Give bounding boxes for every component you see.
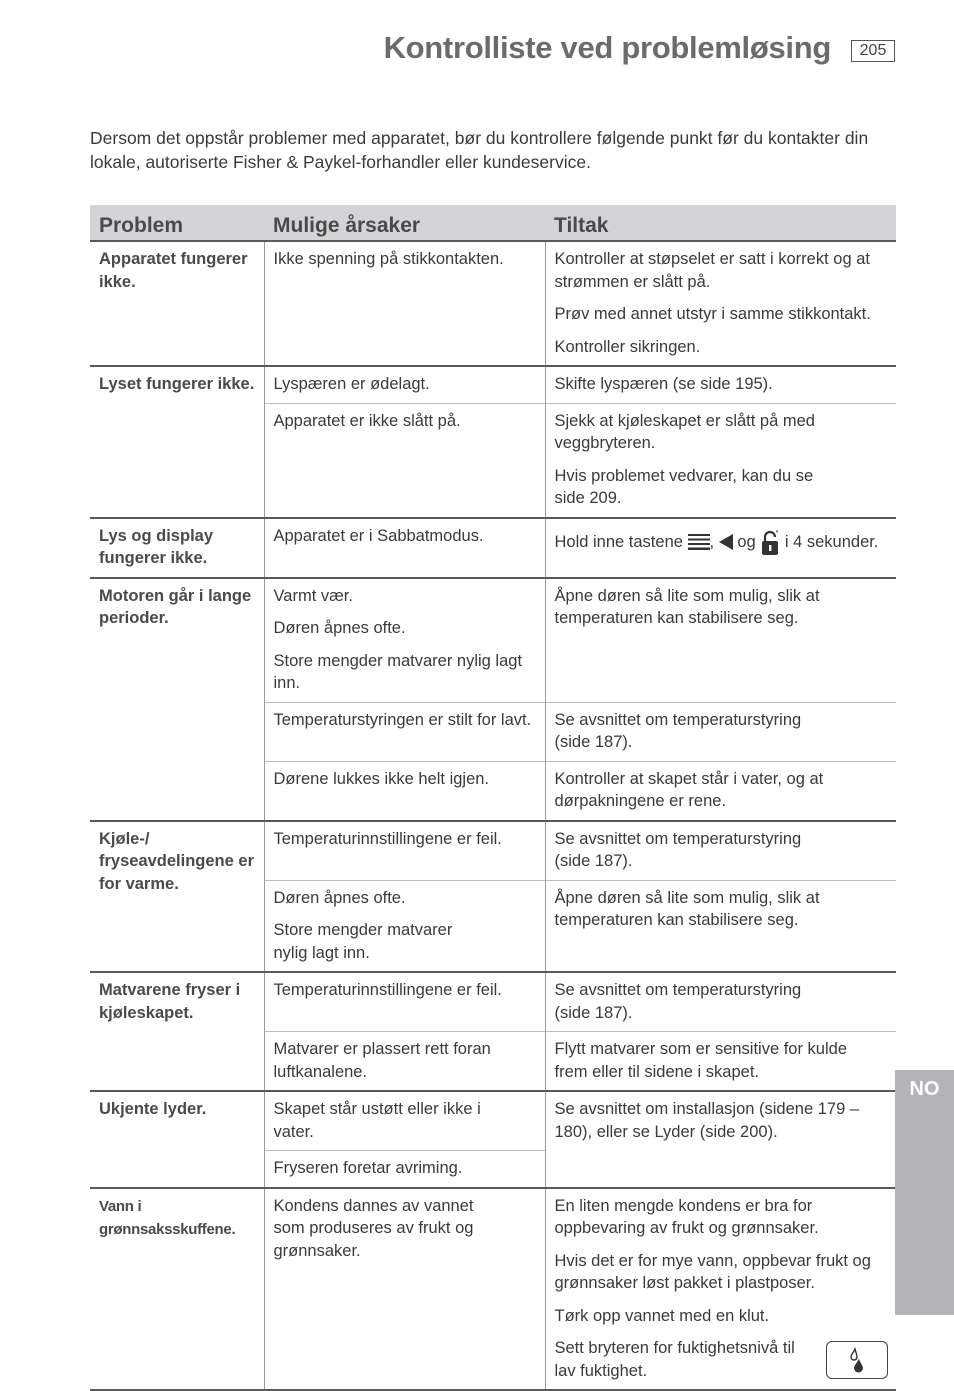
cause-text: Døren åpnes ofte. bbox=[273, 619, 406, 637]
action-cell: Skifte lyspæren (se side 195). bbox=[545, 366, 896, 403]
menu-lines-icon bbox=[688, 534, 710, 557]
problem-cell: Apparatet fungerer ikke. bbox=[90, 241, 264, 366]
problem-cell: Kjøle-/ fryseavdelingene er for varme. bbox=[90, 821, 264, 973]
problem-text: Vann i grønnsaksskuffene. bbox=[99, 1197, 236, 1238]
page-number: 205 bbox=[851, 40, 895, 62]
action-cell: Se avsnittet om temperaturstyring (side 187). bbox=[545, 821, 896, 881]
problem-cell: Ukjente lyder. bbox=[90, 1091, 264, 1188]
lock-icon bbox=[760, 530, 780, 557]
cause-cell: Ikke spenning på stikkontakten. bbox=[264, 241, 545, 366]
action-text: i 4 sekunder. bbox=[784, 532, 879, 551]
cause-cell: Temperaturstyringen er stilt for lavt. bbox=[264, 702, 545, 761]
problem-cell: Matvarene fryser i kjøleskapet. bbox=[90, 972, 264, 1091]
problem-cell: Motoren går i lange perioder. bbox=[90, 578, 264, 821]
action-cell bbox=[545, 403, 896, 518]
action-text: Sett bryteren for fuktighetsnivå til lav fuktighet. bbox=[554, 1339, 795, 1380]
header-actions: Tiltak bbox=[545, 205, 896, 241]
language-tab bbox=[895, 1070, 954, 1315]
cause-text: Døren åpnes ofte. bbox=[273, 888, 406, 907]
table-row bbox=[90, 241, 896, 366]
action-cell: Flytt matvarer som er sensitive for kulde frem eller til sidene i skapet. bbox=[545, 1032, 896, 1092]
cause-cell bbox=[264, 578, 545, 703]
page-title: Kontrolliste ved problemløsing bbox=[383, 30, 831, 65]
action-cell bbox=[545, 241, 896, 366]
action-text: og bbox=[737, 532, 756, 551]
action-text: , bbox=[709, 532, 715, 551]
action-humidity bbox=[555, 1337, 897, 1382]
cause-cell: Matvarer er plassert rett foran luftkanalene. bbox=[264, 1032, 545, 1092]
left-arrow-icon bbox=[719, 534, 733, 557]
cause-cell: Apparatet er i Sabbatmodus. bbox=[264, 518, 545, 578]
intro-paragraph: Dersom det oppstår problemer med apparatet, bør du kontrollere følgende punkt før du kontakter din lokale, autoriserte Fisher & Paykel-forhandler eller kundeservice. bbox=[90, 128, 869, 172]
cause-text: Varmt vær. bbox=[273, 586, 353, 605]
problem-cell bbox=[90, 1188, 264, 1391]
table-row bbox=[90, 972, 896, 1032]
cause-cell: Lyspæren er ødelagt. bbox=[264, 366, 545, 403]
action-cell bbox=[545, 578, 896, 703]
cause-cell: Dørene lukkes ikke helt igjen. bbox=[264, 761, 545, 821]
problem-cell: Lys og display fungerer ikke. bbox=[90, 518, 264, 578]
action-text: Sjekk at kjøleskapet er slått på med veggbryteren. bbox=[554, 411, 815, 452]
action-text: En liten mengde kondens er bra for oppbevaring av frukt og grønnsaker. bbox=[554, 1196, 819, 1237]
cause-text: Store mengder matvarer nylig lagt inn. bbox=[273, 651, 523, 692]
table-row bbox=[90, 1091, 896, 1151]
action-cell: Åpne døren så lite som mulig, slik at temperaturen kan stabilisere seg. bbox=[545, 880, 896, 972]
cause-text: Store mengder matvarer nylig lagt inn. bbox=[273, 921, 453, 962]
action-cell: Se avsnittet om temperaturstyring (side 187). bbox=[545, 972, 896, 1032]
troubleshooting-table bbox=[90, 205, 896, 1391]
table-row bbox=[90, 518, 896, 578]
action-text: Hvis det er for mye vann, oppbevar frukt og grønnsaker løst pakket i plastposer. bbox=[554, 1251, 871, 1292]
action-text: Kontroller sikringen. bbox=[554, 337, 701, 356]
language-label: NO bbox=[909, 1078, 940, 1100]
header-problem: Problem bbox=[90, 205, 264, 241]
action-cell: Se avsnittet om installasjon (sidene 179 – 180), eller se Lyder (side 200). bbox=[545, 1091, 896, 1188]
action-text: Prøv med annet utstyr i samme stikkontakt. bbox=[554, 305, 871, 323]
action-cell: Se avsnittet om temperaturstyring (side 187). bbox=[545, 702, 896, 761]
table-row bbox=[90, 821, 896, 881]
cause-cell: Temperaturinnstillingene er feil. bbox=[264, 972, 545, 1032]
cause-cell: Skapet står ustøtt eller ikke i vater. bbox=[264, 1091, 545, 1151]
humidity-low-icon bbox=[826, 1341, 888, 1379]
action-text: Åpne døren så lite som mulig, slik at temperaturen kan stabilisere seg. bbox=[554, 586, 820, 627]
cause-cell: Apparatet er ikke slått på. bbox=[264, 403, 545, 518]
action-text: Hvis problemet vedvarer, kan du se side 209. bbox=[554, 466, 814, 507]
problem-cell: Lyset fungerer ikke. bbox=[90, 366, 264, 518]
table-row bbox=[90, 578, 896, 703]
action-text: Tørk opp vannet med en klut. bbox=[554, 1306, 770, 1325]
table-row bbox=[90, 1188, 896, 1391]
table-header-row bbox=[90, 205, 896, 241]
cause-cell: Fryseren foretar avriming. bbox=[264, 1151, 545, 1188]
action-cell bbox=[545, 1188, 896, 1391]
cause-cell: Kondens dannes av vannet som produseres av frukt og grønnsaker. bbox=[264, 1188, 545, 1391]
action-text: Kontroller at støpselet er satt i korrekt og at strømmen er slått på. bbox=[554, 250, 870, 291]
cause-cell: Temperaturinnstillingene er feil. bbox=[264, 821, 545, 881]
action-cell bbox=[545, 518, 896, 578]
header-causes: Mulige årsaker bbox=[264, 205, 545, 241]
table-row bbox=[90, 366, 896, 403]
cause-cell bbox=[264, 880, 545, 972]
action-cell: Kontroller at skapet står i vater, og at dørpakningene er rene. bbox=[545, 761, 896, 821]
action-text: Hold inne tastene bbox=[554, 532, 683, 551]
